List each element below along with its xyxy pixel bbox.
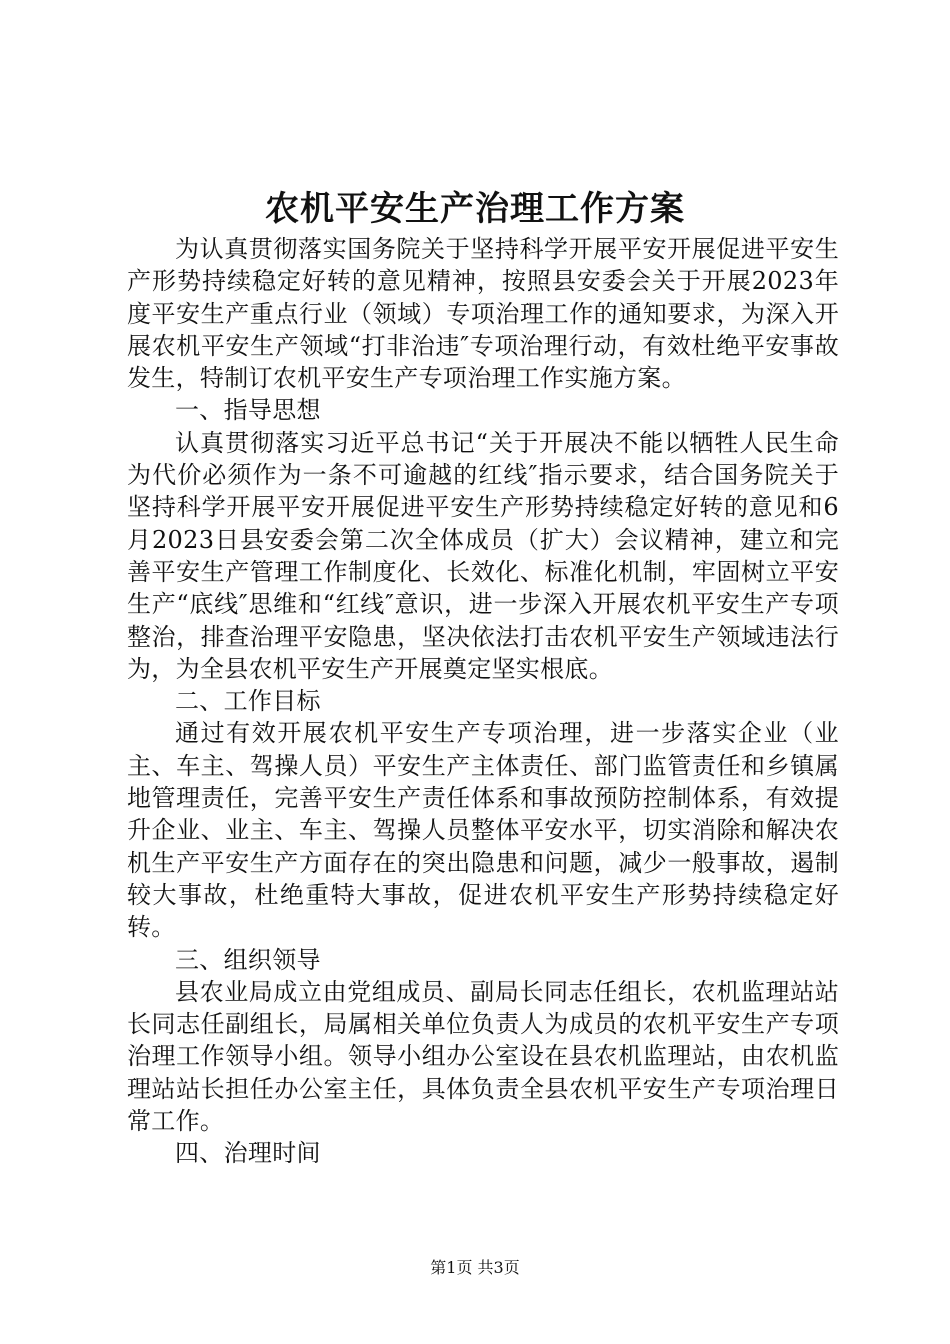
document-body (127, 233, 839, 1170)
section-heading-organization: 三、组织领导 (175, 945, 321, 974)
section-heading-work-goals: 二、工作目标 (175, 687, 321, 716)
section-heading-governance-time: 四、治理时间 (175, 1139, 321, 1168)
document-title: 农机平安生产治理工作方案 (265, 189, 685, 229)
intro-paragraph: 为认真贯彻落实国务院关于坚持科学开展平安开展促进平安生产形势持续稳定好转的意见精神，按照县安委会关于开展2023年度平安生产重点行业（领域）专项治理工作的通知要求，为深入开展农机平安生产领域“打非治违″专项治理行动，有效杜绝平安事故发生，特制订农机平安生产专项治理工作实施方案。 (127, 235, 839, 393)
section-body-work-goals: 通过有效开展农机平安生产专项治理，进一步落实企业（业主、车主、驾操人员）平安生产主体责任、部门监管责任和乡镇属地管理责任，完善平安生产责任体系和事故预防控制体系，有效提升企业、业主、车主、驾操人员整体平安水平，切实消除和解决农机生产平安生产方面存在的突出隐患和问题，减少一般事故，遏制较大事故，杜绝重特大事故，促进农机平安生产形势持续稳定好转。 (127, 719, 839, 942)
page-number-footer: 第1页 共3页 (430, 1258, 520, 1277)
section-body-organization: 县农业局成立由党组成员、副局长同志任组长，农机监理站站长同志任副组长，局属相关单位负责人为成员的农机平安生产专项治理工作领导小组。领导小组办公室设在县农机监理站，由农机监理站站长担任办公室主任，具体负责全县农机平安生产专项治理日常工作。 (127, 977, 839, 1136)
section-body-guiding-thought: 认真贯彻落实习近平总书记“关于开展决不能以牺牲人民生命为代价必须作为一条不可逾越的红线″指示要求，结合国务院关于坚持科学开展平安开展促进平安生产形势持续稳定好转的意见和6月2023日县安委会第二次全体成员（扩大）会议精神，建立和完善平安生产管理工作制度化、长效化、标准化机制，牢固树立平安生产“底线″思维和“红线″意识，进一步深入开展农机平安生产专项整治，排查治理平安隐患，坚决依法打击农机平安生产领域违法行为，为全县农机平安生产开展奠定坚实根底。 (127, 428, 839, 683)
section-heading-guiding-thought: 一、指导思想 (175, 396, 321, 425)
